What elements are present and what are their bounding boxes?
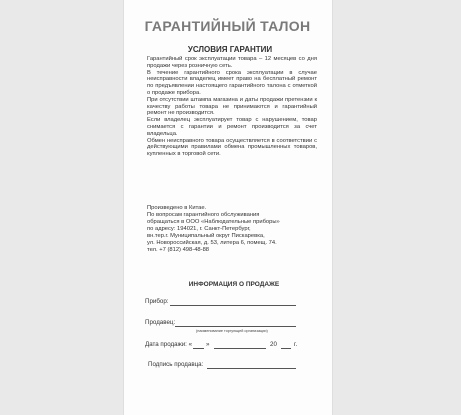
sale-date-label: Дата продажи: « [145, 341, 193, 348]
contact-line: по адресу: 194021, г. Санкт-Петербург, [147, 226, 251, 232]
signature-label: Подпись продавца: [148, 361, 204, 368]
paragraph: Обмен неисправного товара осуществляется в соответствии с действующими правилами обмена промышленных товаров, купленных в торговой сети. [147, 137, 317, 158]
page-title: ГАРАНТИЙНЫЙ ТАЛОН [144, 18, 311, 34]
contact-line: ул. Новороссийская, д. 53, литера 6, помещ. 74. [147, 240, 277, 246]
sale-year-suffix: г. [294, 341, 298, 348]
contact-line: обращаться в ООО «Наблюдательные приборы» [147, 219, 280, 225]
device-label: Прибор: [145, 298, 169, 305]
manufacturer-contacts [147, 205, 317, 254]
sale-month-field[interactable] [214, 348, 266, 349]
sale-info-heading: ИНФОРМАЦИЯ О ПРОДАЖЕ [188, 281, 280, 288]
contact-line: вн.тер.г. Муниципальный округ Пискаревка, [147, 233, 265, 239]
sale-year-prefix: 20 [270, 341, 277, 348]
paragraph: При отсутствии штампа магазина и даты продажи претензии к качеству работы товара не принимаются и гарантийный ремонт не производится. [147, 96, 317, 117]
conditions-text [147, 56, 317, 158]
seller-field[interactable] [175, 326, 296, 327]
contact-line: тел. +7 (812) 498-48-88 [147, 247, 210, 253]
warranty-card [124, 0, 332, 415]
paragraph: Если владелец эксплуатирует товар с нарушением, товар снимается с гарантии и ремонт производится за счет владельца. [147, 117, 317, 137]
seller-hint: (наименование торгующей организации) [196, 329, 268, 333]
contact-line: По вопросам гарантийного обслуживания [147, 212, 260, 218]
paragraph: В течение гарантийного срока эксплуатации в случае неисправности владелец имеет право на бесплатный ремонт по предъявлении настоящего гарантийного талона с отметкой о продаже прибора. [147, 69, 317, 96]
seller-label: Продавец: [145, 319, 176, 326]
device-field[interactable] [170, 305, 296, 306]
signature-field[interactable] [207, 368, 296, 369]
sale-date-quote: » [206, 341, 210, 348]
paragraph: Гарантийный срок эксплуатации товара – 12 месяцев со дня продажи через розничную сеть. [147, 56, 317, 69]
contact-line: Произведено в Китае. [147, 205, 207, 211]
sale-day-field[interactable] [193, 348, 204, 349]
sale-year-field[interactable] [281, 348, 291, 349]
conditions-heading: УСЛОВИЯ ГАРАНТИИ [187, 45, 273, 54]
